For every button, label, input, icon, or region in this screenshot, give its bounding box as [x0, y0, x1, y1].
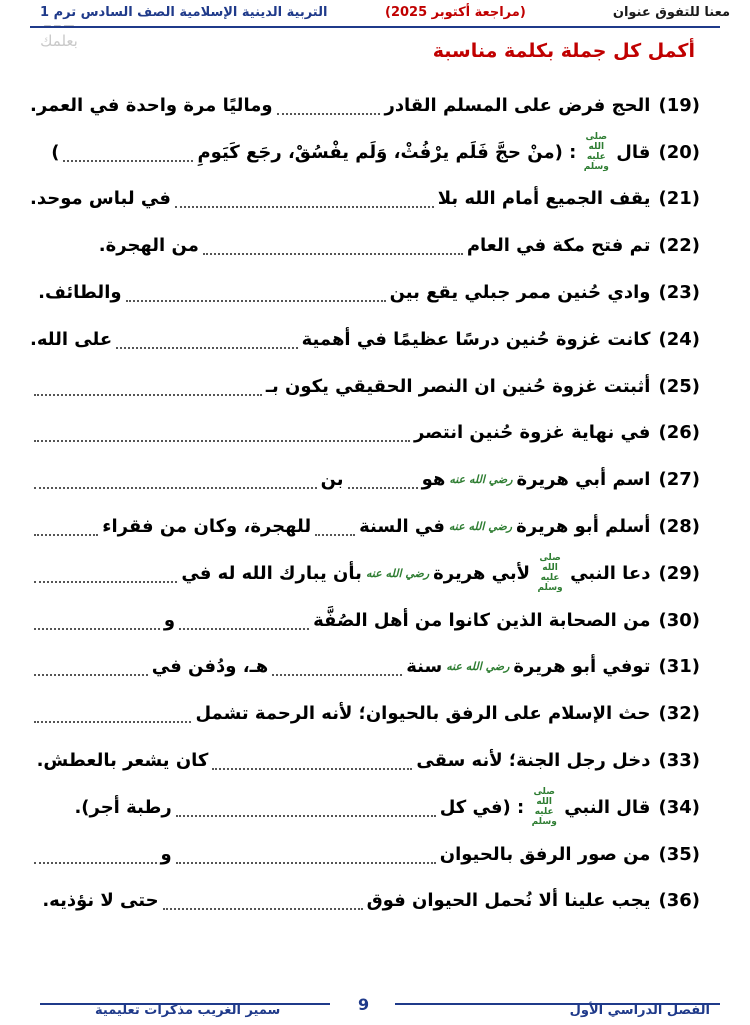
saw-honorific-icon: صلى الله عليه وسلم — [537, 553, 563, 594]
question-text: الحج فرض على المسلم القادر — [384, 94, 651, 116]
question-text: كان يشعر بالعطش. — [36, 750, 209, 772]
question-text: دخل رجل الجنة؛ لأنه سقى — [416, 750, 651, 772]
answer-blank[interactable] — [163, 904, 363, 910]
question-text: للهجرة، وكان من فقراء — [102, 516, 312, 538]
question-number: (28) — [658, 516, 700, 538]
question-31 — [30, 644, 700, 691]
answer-blank[interactable] — [116, 343, 297, 349]
question-text: : (في كل — [439, 796, 525, 818]
question-30 — [30, 597, 700, 644]
answer-blank[interactable] — [126, 296, 386, 302]
questions-list — [30, 82, 700, 924]
answer-blank[interactable] — [34, 390, 262, 396]
footer-term: الفصل الدراسي الأول — [569, 1003, 710, 1018]
question-number: (26) — [658, 422, 700, 444]
saw-honorific-icon: صلى الله عليه وسلم — [583, 132, 609, 173]
question-19 — [30, 82, 700, 129]
question-text: قال — [616, 141, 651, 163]
section-title: أكمل كل جملة بكلمة مناسبة — [432, 40, 695, 62]
question-text: يجب علينا ألا نُحمل الحيوان فوق — [366, 890, 651, 912]
question-text: لأبي هريرة — [433, 562, 531, 584]
question-text: بن — [320, 469, 344, 491]
question-number: (32) — [658, 703, 700, 725]
question-text: من الهجرة. — [98, 235, 199, 257]
answer-blank[interactable] — [203, 249, 463, 255]
question-text: من الصحابة الذين كانوا من أهل الصُفَّة — [313, 609, 651, 631]
question-36 — [30, 878, 700, 925]
question-text: توفي أبو هريرة — [513, 656, 651, 678]
answer-blank[interactable] — [176, 858, 436, 864]
answer-blank[interactable] — [277, 109, 381, 115]
question-29 — [30, 550, 700, 597]
answer-blank[interactable] — [34, 483, 317, 489]
answer-blank[interactable] — [272, 670, 402, 676]
question-text: قال النبي — [564, 796, 651, 818]
ra-honorific-icon: رضي الله عنه — [365, 566, 430, 580]
question-text: أسلم أبو هريرة — [516, 516, 651, 538]
question-text: بأن يبارك الله له في — [181, 562, 362, 584]
answer-blank[interactable] — [348, 483, 418, 489]
question-number: (24) — [658, 328, 700, 350]
question-number: (33) — [658, 750, 700, 772]
question-number: (35) — [658, 843, 700, 865]
question-text: و — [163, 609, 176, 631]
ra-honorific-icon: رضي الله عنه — [449, 473, 513, 487]
question-32 — [30, 690, 700, 737]
question-27 — [30, 456, 700, 503]
question-text: يقف الجميع أمام الله بلا — [437, 188, 651, 210]
question-text: هـ، ودُفن في — [151, 656, 269, 678]
page-header — [0, 0, 750, 28]
question-text: : (منْ حجَّ فَلَم يرْفُثْ، وَلَم يفْسُقْ، رجَع كَيَومِ — [197, 141, 577, 163]
question-20 — [30, 129, 700, 176]
answer-blank[interactable] — [34, 858, 157, 864]
question-text: ) — [51, 141, 60, 163]
question-number: (21) — [658, 188, 700, 210]
answer-blank[interactable] — [212, 764, 412, 770]
question-text: اسم أبي هريرة — [516, 469, 651, 491]
question-26 — [30, 410, 700, 457]
question-text: في لباس موحد. — [30, 188, 171, 210]
page-number: 9 — [358, 995, 370, 1014]
question-23 — [30, 269, 700, 316]
question-text: حث الإسلام على الرفق بالحيوان؛ لأنه الرحمة تشمل — [195, 703, 651, 725]
answer-blank[interactable] — [34, 624, 160, 630]
question-number: (34) — [658, 796, 700, 818]
question-24 — [30, 316, 700, 363]
header-title-right: معنا للتفوق عنوان — [612, 5, 730, 20]
question-number: (29) — [658, 562, 700, 584]
answer-blank[interactable] — [34, 530, 98, 536]
question-21 — [30, 176, 700, 223]
question-text: في السنة — [359, 516, 445, 538]
question-number: (22) — [658, 235, 700, 257]
question-number: (19) — [658, 94, 700, 116]
question-text: وماليًا مرة واحدة في العمر. — [30, 94, 273, 116]
header-rule — [30, 26, 720, 28]
question-text: و — [160, 843, 172, 865]
question-33 — [30, 737, 700, 784]
answer-blank[interactable] — [176, 811, 436, 817]
question-number: (31) — [658, 656, 700, 678]
answer-blank[interactable] — [315, 530, 355, 536]
answer-blank[interactable] — [34, 670, 148, 676]
answer-blank[interactable] — [63, 156, 193, 162]
question-number: (25) — [658, 375, 700, 397]
answer-blank[interactable] — [34, 577, 177, 583]
footer-author: سمير الغريب مذكرات تعليمية — [95, 1003, 281, 1018]
logo-mark: ـــ ــ ــ — [44, 16, 74, 29]
question-text: سنة — [406, 656, 443, 678]
answer-blank[interactable] — [34, 436, 410, 442]
ra-honorific-icon: رضي الله عنه — [448, 520, 513, 534]
ra-honorific-icon: رضي الله عنه — [446, 660, 510, 674]
answer-blank[interactable] — [179, 624, 309, 630]
question-text: على الله. — [30, 328, 113, 350]
answer-blank[interactable] — [175, 202, 434, 208]
header-subject: التربية الدينية الإسلامية الصف السادس ترم 1 — [40, 5, 328, 20]
question-22 — [30, 222, 700, 269]
logo-text: بعلمك — [40, 32, 78, 50]
question-text: حتى لا نؤذيه. — [42, 890, 159, 912]
question-34 — [30, 784, 700, 831]
question-text: تم فتح مكة في العام — [466, 235, 651, 257]
question-text: وادي حُنين ممر جبلي يقع بين — [389, 282, 651, 304]
question-number: (23) — [658, 282, 700, 304]
question-35 — [30, 831, 700, 878]
header-review-label: (مراجعة أكتوبر 2025) — [385, 5, 526, 20]
question-text: كانت غزوة حُنين درسًا عظيمًا في أهمية — [301, 328, 651, 350]
question-number: (36) — [658, 890, 700, 912]
question-text: في نهاية غزوة حُنين انتصر — [413, 422, 651, 444]
question-text: دعا النبي — [570, 562, 651, 584]
question-text: والطائف. — [38, 282, 122, 304]
question-text: رطبة أجر). — [74, 796, 172, 818]
question-text: من صور الرفق بالحيوان — [439, 843, 651, 865]
saw-honorific-icon: صلى الله عليه وسلم — [531, 787, 557, 828]
question-number: (20) — [658, 141, 700, 163]
question-25 — [30, 363, 700, 410]
watermark-logo — [14, 14, 104, 56]
question-28 — [30, 503, 700, 550]
question-text: أثبتت غزوة حُنين ان النصر الحقيقي يكون بـ — [265, 375, 651, 397]
answer-blank[interactable] — [34, 717, 191, 723]
question-text: هو — [421, 469, 446, 491]
question-number: (27) — [658, 469, 700, 491]
question-number: (30) — [658, 609, 700, 631]
